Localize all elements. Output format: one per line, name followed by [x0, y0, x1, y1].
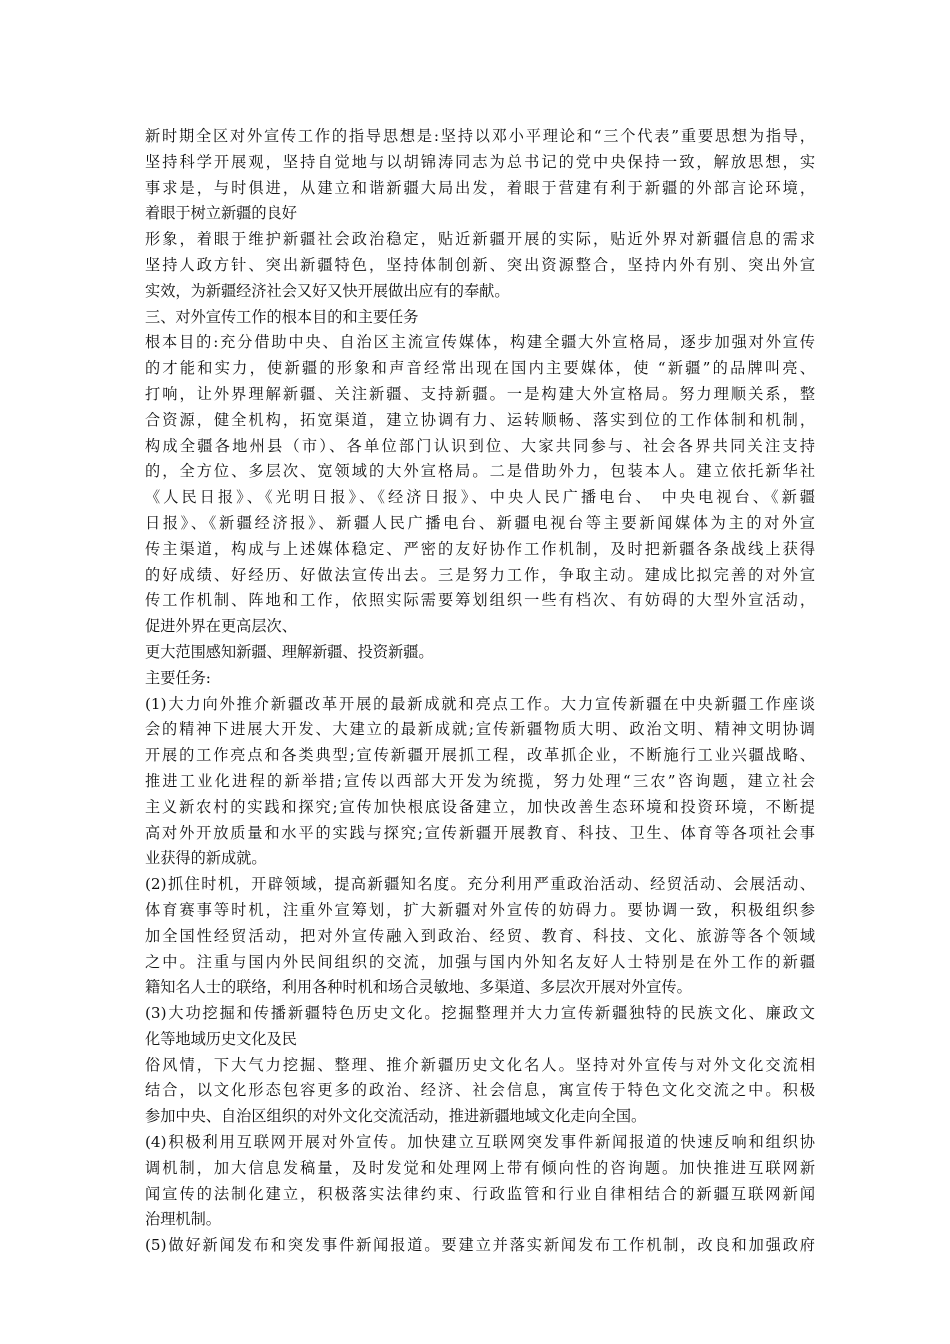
text-line: 坚持人政方针、突出新疆特色，坚持体制创新、突出资源整合，坚持内外有别、突出外宣 — [145, 255, 815, 274]
text-line: 推进工业化进程的新举措;宣传以西部大开发为统揽，努力处理“三农”咨询题，建立社会 — [145, 771, 815, 790]
section-heading: 三、对外宣传工作的根本目的和主要任务 — [145, 307, 419, 326]
section-heading: 主要任务: — [145, 668, 211, 687]
text-line: 促进外界在更高层次、 — [145, 617, 297, 636]
text-line: 化等地域历史文化及民 — [145, 1029, 297, 1048]
text-line: 着眼于树立新疆的良好 — [145, 204, 297, 223]
text-line: 主义新农村的实践和探究;宣传加快根底设备建立，加快改善生态环境和投资环境，不断提 — [145, 797, 815, 816]
text-line: 《人民日报》、《光明日报》、《经济日报》、中央人民广播电台、 中央电视台、《新疆 — [145, 488, 815, 507]
text-line: 根本目的:充分借助中央、自治区主流宣传媒体，构建全疆大外宣格局，逐步加强对外宣传 — [145, 333, 815, 352]
text-line: 之中。注重与国内外民间组织的交流，加强与国内外知名友好人士特别是在外工作的新疆 — [145, 952, 815, 971]
text-line: 的好成绩、好经历、好做法宣传出去。三是努力工作，争取主动。建成比拟完善的对外宣 — [145, 565, 815, 584]
text-line: 调机制，加大信息发稿量，及时发觉和处理网上带有倾向性的咨询题。加快推进互联网新 — [145, 1158, 815, 1177]
text-line: 形象，着眼于维护新疆社会政治稳定，贴近新疆开展的实际，贴近外界对新疆信息的需求 — [145, 230, 815, 249]
text-line: 事求是，与时俱进，从建立和谐新疆大局出发，着眼于营建有利于新疆的外部言论环境， — [145, 178, 815, 197]
text-line: 籍知名人士的联络，利用各种时机和场合灵敏地、多渠道、多层次开展对外宣传。 — [145, 978, 692, 997]
text-line: 传主渠道，构成与上述媒体稳定、严密的友好协作工作机制，及时把新疆各条战线上获得 — [145, 539, 815, 558]
text-line: 实效，为新疆经济社会又好又快开展做出应有的奉献。 — [145, 281, 510, 300]
text-line: 结合，以文化形态包容更多的政治、经济、社会信息，寓宣传于特色文化交流之中。积极 — [145, 1081, 815, 1100]
text-line: 的，全方位、多层次、宽领域的大外宣格局。二是借助外力，包装本人。建立依托新华社 — [145, 462, 815, 481]
text-line: (1)大力向外推介新疆改革开展的最新成就和亮点工作。大力宣传新疆在中央新疆工作座谈 — [145, 694, 815, 713]
text-line: 加全国性经贸活动，把对外宣传融入到政治、经贸、教育、科技、文化、旅游等各个领域 — [145, 926, 815, 945]
text-line: (3)大功挖掘和传播新疆特色历史文化。挖掘整理并大力宣传新疆独特的民族文化、廉政文 — [145, 1004, 815, 1023]
text-line: 的才能和实力，使新疆的形象和声音经常出现在国内主要媒体，使 “新疆”的品牌叫亮、 — [145, 359, 815, 378]
text-line: 业获得的新成就。 — [145, 849, 267, 868]
text-line: (4)积极利用互联网开展对外宣传。加快建立互联网突发事件新闻报道的快速反响和组织协 — [145, 1133, 815, 1152]
document-body — [145, 124, 815, 1259]
text-line: 高对外开放质量和水平的实践与探究;宣传新疆开展教育、科技、卫生、体育等各项社会事 — [145, 823, 815, 842]
text-line: 日报》、《新疆经济报》、新疆人民广播电台、新疆电视台等主要新闻媒体为主的对外宣 — [145, 513, 815, 532]
text-line: 体育赛事等时机，注重外宣筹划，扩大新疆对外宣传的妨碍力。要协调一致，积极组织参 — [145, 900, 815, 919]
text-line: 坚持科学开展观，坚持自觉地与以胡锦涛同志为总书记的党中央保持一致，解放思想，实 — [145, 152, 815, 171]
text-line: 传工作机制、阵地和工作，依照实际需要筹划组织一些有档次、有妨碍的大型外宣活动， — [145, 591, 815, 610]
text-line: (2)抓住时机，开辟领域，提高新疆知名度。充分利用严重政治活动、经贸活动、会展活动、 — [145, 875, 815, 894]
text-line: 会的精神下进展大开发、大建立的最新成就;宣传新疆物质大明、政治文明、精神文明协调 — [145, 720, 815, 739]
text-line: 俗风情，下大气力挖掘、整理、推介新疆历史文化名人。坚持对外宣传与对外文化交流相 — [145, 1055, 815, 1074]
text-line: (5)做好新闻发布和突发事件新闻报道。要建立并落实新闻发布工作机制，改良和加强政府 — [145, 1236, 815, 1255]
text-line: 闻宣传的法制化建立，积极落实法律约束、行政监管和行业自律相结合的新疆互联网新闻 — [145, 1184, 815, 1203]
text-line: 参加中央、自治区组织的对外文化交流活动，推进新疆地域文化走向全国。 — [145, 1107, 647, 1126]
text-line: 治理机制。 — [145, 1210, 221, 1229]
text-line: 合资源，健全机构，拓宽渠道，建立协调有力、运转顺畅、落实到位的工作体制和机制， — [145, 410, 815, 429]
text-line: 打响，让外界理解新疆、关注新疆、支持新疆。一是构建大外宣格局。努力理顺关系，整 — [145, 384, 815, 403]
text-line: 构成全疆各地州县（市）、各单位部门认识到位、大家共同参与、社会各界共同关注支持 — [145, 436, 815, 455]
text-line: 更大范围感知新疆、理解新疆、投资新疆。 — [145, 642, 434, 661]
text-line: 新时期全区对外宣传工作的指导思想是:坚持以邓小平理论和“三个代表”重要思想为指导， — [145, 127, 815, 145]
text-line: 开展的工作亮点和各类典型;宣传新疆开展抓工程，改革抓企业，不断施行工业兴疆战略、 — [145, 746, 815, 765]
